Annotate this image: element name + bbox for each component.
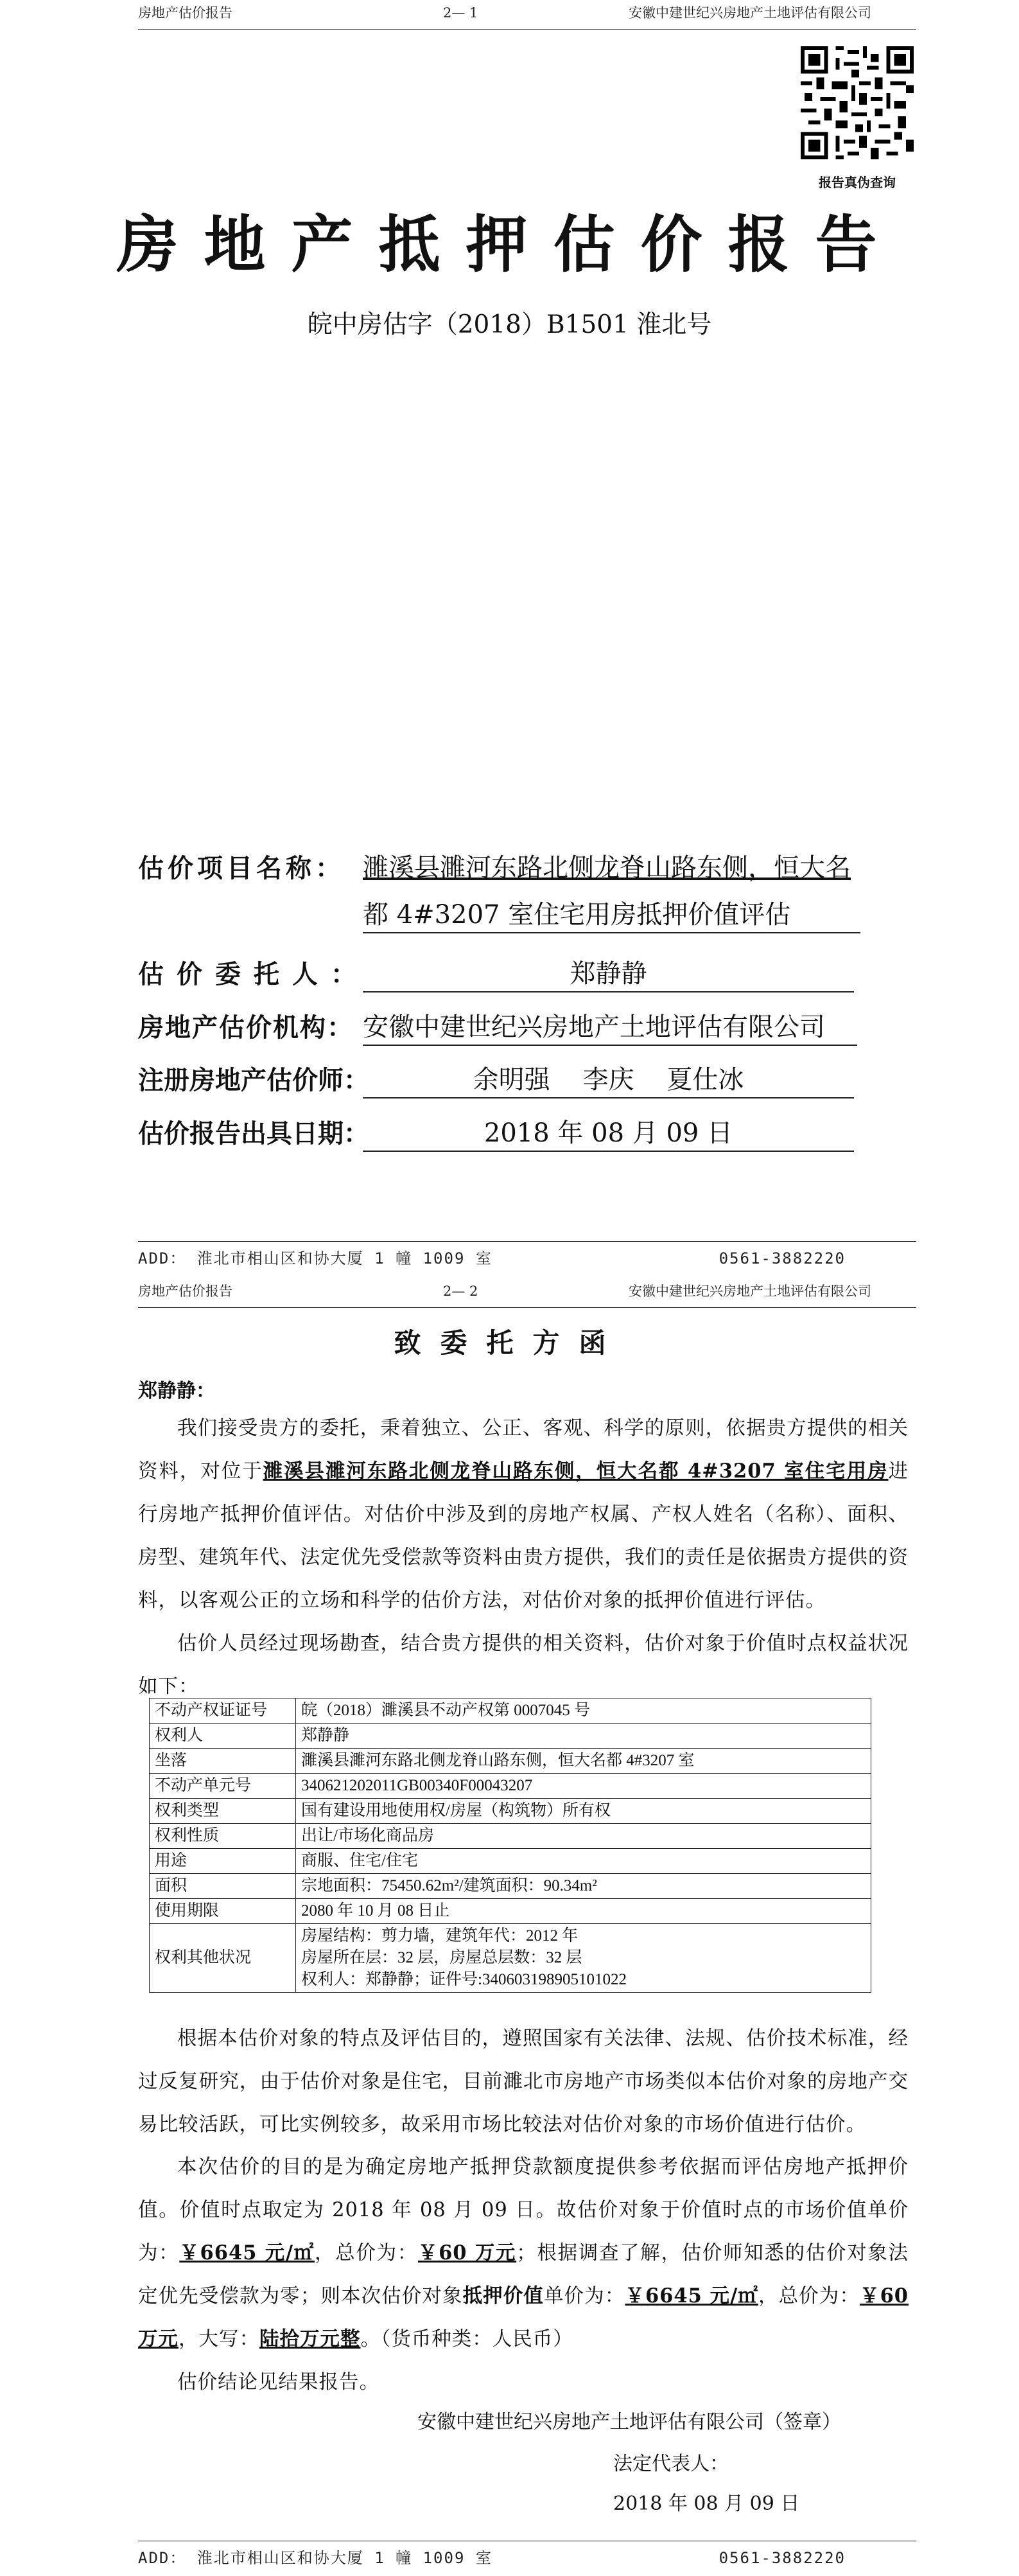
paragraph-method: 根据本估价对象的特点及评估目的，遵照国家有关法律、法规、估价技术标准，经过反复研究，由于估价对象是住宅，目前濉北市房地产市场类似本估价对象的房地产交易比较活跃，可比实例较多，故采用市场比较法对估价对象的市场价值进行估价。 — [138, 2027, 909, 2136]
table-key: 权利人 — [150, 1724, 296, 1749]
footer-address: ADD： 淮北市相山区和协大厦 1 幢 1009 室 — [138, 1249, 492, 1267]
table-value: 濉溪县濉河东路北侧龙脊山路东侧，恒大名都 4#3207 室 — [296, 1749, 871, 1774]
field-issue-date — [138, 1115, 733, 1153]
table-key: 面积 — [150, 1874, 296, 1899]
salutation: 郑静静： — [138, 1380, 215, 1402]
field-value: 余明强 李庆 夏仕冰 — [363, 1061, 854, 1098]
table-value: 皖（2018）濉溪县不动产权第 0007045 号 — [296, 1698, 871, 1724]
field-value: 濉溪县濉河东路北侧龙脊山路东侧，恒大名 — [363, 853, 851, 883]
field-value: 2018 年 08 月 09 日 — [363, 1115, 854, 1152]
field-project-name-line2 — [363, 896, 860, 935]
table-key: 不动产权证证号 — [150, 1698, 296, 1724]
table-row — [150, 1724, 871, 1749]
table-row — [150, 1874, 871, 1899]
header-page-number: 2— 2 — [443, 1284, 478, 1299]
table-row — [150, 1824, 871, 1849]
rights-table — [149, 1698, 871, 1993]
field-agency — [138, 1009, 825, 1047]
table-value: 商服、住宅/住宅 — [296, 1849, 871, 1874]
page2-header — [138, 1278, 916, 1308]
field-client — [138, 955, 647, 994]
table-value: 340621202011GB00340F00043207 — [296, 1774, 871, 1799]
page1-header — [138, 0, 916, 30]
text: ，总价为： — [758, 2285, 860, 2307]
qr-code-icon — [801, 46, 914, 159]
field-project-name — [138, 849, 851, 888]
text: 我们接受贵方的委托，秉着独立、公正、客观、科学的原则，依据贵方提供的相关资料，对位于 — [138, 1417, 909, 1483]
field-value: 安徽中建世纪兴房地产土地评估有限公司 — [363, 1009, 857, 1046]
paragraph-intro — [138, 1407, 909, 1622]
table-key: 使用期限 — [150, 1899, 296, 1924]
table-key: 权利性质 — [150, 1824, 296, 1849]
paragraph-conclusion — [138, 2146, 909, 2361]
table-row — [150, 1924, 871, 1993]
header-left: 房地产估价报告 — [138, 1284, 232, 1299]
property-address: 濉溪县濉河东路北侧龙脊山路东侧，恒大名都 4#3207 室住宅用房 — [263, 1460, 889, 1483]
header-company: 安徽中建世纪兴房地产土地评估有限公司 — [629, 5, 871, 21]
text: 进行房地产抵押价值评估。对估价中涉及到的房地产权属、产权人姓名（名称）、面积、房型、建筑年代、法定优先受偿款等资料由贵方提供，我们的责任是依据贵方提供的资料，以客观公正的立场和科学的估价方法，对估价对象的抵押价值进行评估。 — [138, 1460, 909, 1612]
table-value: 2080 年 10 月 08 日止 — [296, 1899, 871, 1924]
field-appraisers — [138, 1061, 744, 1100]
text: ；根据调查了解，估价师知悉的估价对象法定优先受偿款为零；则本次估价对象 — [138, 2242, 909, 2307]
signature-date: 2018 年 08 月 09 日 — [613, 2492, 800, 2515]
mortgage-value-label: 抵押价值 — [462, 2284, 544, 2307]
mortgage-total-price: ￥60 万元 — [138, 2284, 909, 2351]
text: 本次估价的目的是为确定房地产抵押贷款额度提供参考依据而评估房地产抵押价值。价值时点取定为 2018 年 08 月 09 日。故估价对象于价值时点的市场价值单价为： — [138, 2156, 909, 2264]
table-value: 郑静静 — [296, 1724, 871, 1749]
field-label: 估价项目名称： — [138, 854, 345, 883]
table-row — [150, 1774, 871, 1799]
table-row — [150, 1899, 871, 1924]
footer-phone: 0561-3882220 — [719, 1249, 846, 1267]
header-left: 房地产估价报告 — [138, 5, 232, 21]
footer-phone: 0561-3882220 — [719, 2549, 846, 2567]
table-key: 权利类型 — [150, 1799, 296, 1824]
table-key: 坐落 — [150, 1749, 296, 1774]
field-label: 估价报告出具日期： — [138, 1119, 369, 1149]
text: ，大写： — [179, 2328, 259, 2351]
field-label: 估价委托人： — [138, 960, 369, 989]
table-key: 不动产单元号 — [150, 1774, 296, 1799]
table-row — [150, 1698, 871, 1724]
page1-footer — [138, 1241, 916, 1272]
table-value: 宗地面积：75450.62m²/建筑面积：90.34m² — [296, 1874, 871, 1899]
table-value — [296, 1924, 871, 1993]
table-value: 国有建设用地使用权/房屋（构筑物）所有权 — [296, 1799, 871, 1824]
header-page-number: 2— 1 — [443, 5, 478, 21]
market-total-price: ￥60 万元 — [417, 2241, 517, 2264]
field-label: 房地产估价机构： — [138, 1013, 354, 1043]
amount-in-words: 陆拾万元整 — [259, 2327, 361, 2351]
field-label: 注册房地产估价师： — [138, 1066, 369, 1095]
signature-company: 安徽中建世纪兴房地产土地评估有限公司（签章） — [417, 2411, 841, 2433]
letter-title: 致委托方函 — [394, 1327, 625, 1359]
table-value-line: 房屋所在层：32 层，房屋总层数：32 层 — [301, 1949, 582, 1966]
page2-footer — [138, 2541, 916, 2572]
text: 单价为： — [543, 2285, 625, 2307]
signature-representative: 法定代表人： — [613, 2453, 729, 2475]
text: 。（货币种类：人民币） — [360, 2328, 573, 2351]
table-key: 权利其他状况 — [150, 1924, 296, 1993]
paragraph-survey: 估价人员经过现场勘查，结合贵方提供的相关资料，估价对象于价值时点权益状况如下： — [138, 1632, 909, 1698]
qr-caption: 报告真伪查询 — [819, 175, 896, 190]
table-row — [150, 1749, 871, 1774]
table-value-line: 房屋结构：剪力墙，建筑年代：2012 年 — [301, 1927, 579, 1945]
document-number: 皖中房估字（2018）B1501 淮北号 — [307, 310, 712, 339]
text: ，总价为： — [314, 2242, 418, 2264]
table-value: 出让/市场化商品房 — [296, 1824, 871, 1849]
mortgage-unit-price: ￥6645 元/㎡ — [625, 2284, 758, 2307]
header-company: 安徽中建世纪兴房地产土地评估有限公司 — [629, 1284, 871, 1299]
report-title: 房地产抵押估价报告 — [116, 208, 903, 281]
table-row — [150, 1849, 871, 1874]
market-unit-price: ￥6645 元/㎡ — [179, 2241, 315, 2264]
paragraph-see-report: 估价结论见结果报告。 — [177, 2371, 379, 2394]
footer-address: ADD： 淮北市相山区和协大厦 1 幢 1009 室 — [138, 2549, 492, 2567]
field-value: 郑静静 — [363, 955, 854, 992]
field-value: 都 4#3207 室住宅用房抵押价值评估 — [363, 896, 860, 933]
table-row — [150, 1799, 871, 1824]
table-value-line: 权利人：郑静静；证件号:340603198905101022 — [301, 1971, 627, 1988]
table-key: 用途 — [150, 1849, 296, 1874]
